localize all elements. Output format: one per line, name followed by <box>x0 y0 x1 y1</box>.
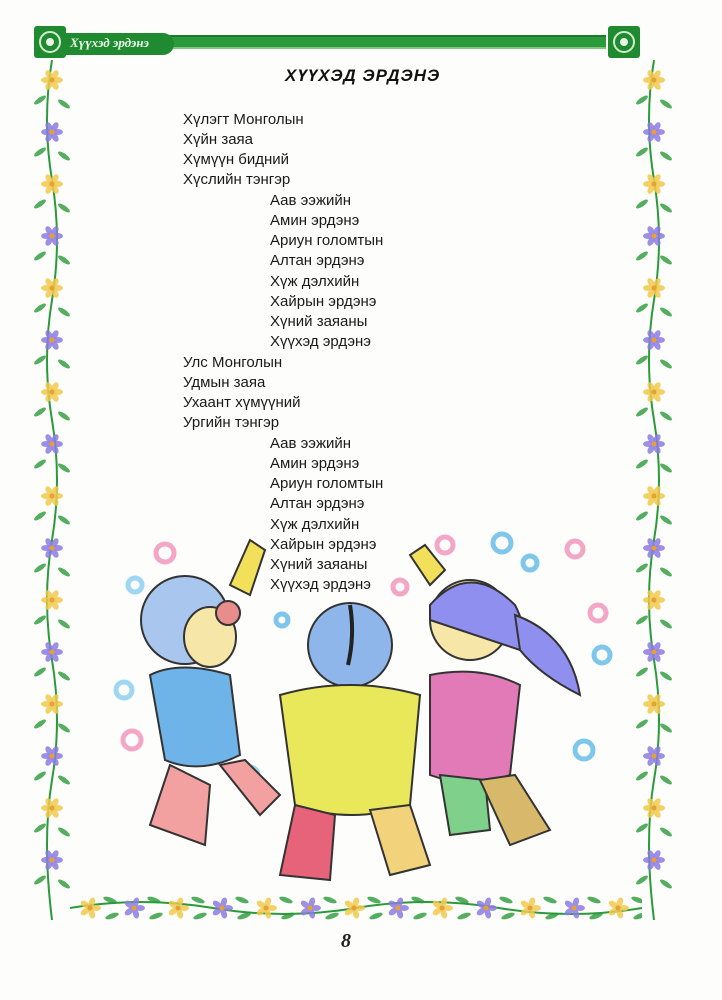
corner-ornament-right-icon <box>606 24 642 60</box>
poem-line: Ариун голомтын <box>270 475 384 492</box>
leaf-icon <box>57 774 71 786</box>
floral-border-right <box>630 60 678 920</box>
flower-icon <box>643 693 665 715</box>
leaf-icon <box>149 911 164 920</box>
leaf-icon <box>457 911 472 920</box>
poem-line: Алтан эрдэнэ <box>270 252 365 269</box>
leaf-icon <box>323 895 338 904</box>
leaf-icon <box>587 895 602 904</box>
leaf-icon <box>635 94 649 106</box>
poem-line: Хүмүүн бидний <box>183 151 290 168</box>
flower-icon <box>643 485 665 507</box>
leaf-icon <box>659 878 673 890</box>
running-title: Хүүхэд эрдэнэ <box>70 35 149 50</box>
leaf-icon <box>33 250 47 262</box>
leaf-icon <box>411 895 426 904</box>
leaf-icon <box>635 354 649 366</box>
poem-line: Ургийн тэнгэр <box>183 414 280 431</box>
flower-icon <box>41 381 63 403</box>
flower-icon <box>643 69 665 91</box>
leaf-icon <box>33 146 47 158</box>
leaf-icon <box>33 302 47 314</box>
leaf-icon <box>635 770 649 782</box>
leaf-icon <box>33 770 47 782</box>
leaf-icon <box>659 358 673 370</box>
leaf-icon <box>659 254 673 266</box>
flower-icon <box>643 329 665 351</box>
leaf-icon <box>33 718 47 730</box>
leaf-icon <box>367 895 382 904</box>
leaf-icon <box>659 202 673 214</box>
poem-line: Ариун голомтын <box>270 232 384 249</box>
page-number: 8 <box>341 930 351 952</box>
flower-icon <box>643 797 665 819</box>
poem-line: Хүүхэд эрдэнэ <box>270 333 371 350</box>
flower-icon <box>519 897 541 920</box>
corner-ornament-left-icon <box>32 24 68 60</box>
leaf-icon <box>659 826 673 838</box>
leaf-icon <box>635 198 649 210</box>
leaf-icon <box>635 562 649 574</box>
flower-icon <box>255 897 277 920</box>
flower-icon <box>475 897 497 920</box>
flower-icon <box>123 897 145 920</box>
leaf-icon <box>635 458 649 470</box>
poem-line: Аав ээжийн <box>270 192 352 209</box>
leaf-icon <box>33 94 47 106</box>
flower-icon <box>643 745 665 767</box>
leaf-icon <box>33 510 47 522</box>
poem-line: Хайрын эрдэнэ <box>270 293 377 310</box>
leaf-icon <box>57 98 71 110</box>
leaf-icon <box>57 514 71 526</box>
flower-icon <box>343 897 365 920</box>
flower-icon <box>41 485 63 507</box>
poem-line: Амин эрдэнэ <box>270 212 360 229</box>
leaf-icon <box>659 514 673 526</box>
flower-icon <box>167 897 189 920</box>
leaf-icon <box>57 358 71 370</box>
flower-icon <box>563 897 585 920</box>
flower-icon <box>41 849 63 871</box>
flower-icon <box>643 589 665 611</box>
flower-icon <box>41 745 63 767</box>
leaf-icon <box>33 666 47 678</box>
leaf-icon <box>635 822 649 834</box>
leaf-icon <box>635 146 649 158</box>
poem-line: Хайрын эрдэнэ <box>270 536 377 553</box>
flower-icon <box>41 329 63 351</box>
flower-icon <box>431 897 453 920</box>
leaf-icon <box>57 566 71 578</box>
leaf-icon <box>635 666 649 678</box>
floral-border-left <box>28 60 76 920</box>
flower-icon <box>643 121 665 143</box>
leaf-icon <box>57 670 71 682</box>
flower-icon <box>299 897 321 920</box>
leaf-icon <box>635 510 649 522</box>
leaf-icon <box>501 911 516 920</box>
poem-line: Хүслийн тэнгэр <box>183 171 291 188</box>
flower-icon <box>643 433 665 455</box>
leaf-icon <box>57 306 71 318</box>
flower-icon <box>41 693 63 715</box>
leaf-icon <box>413 911 428 920</box>
three-children-dancing-illustration <box>110 525 620 895</box>
leaf-icon <box>635 614 649 626</box>
leaf-icon <box>659 410 673 422</box>
leaf-icon <box>33 562 47 574</box>
flower-icon <box>643 381 665 403</box>
leaf-icon <box>659 722 673 734</box>
flower-icon <box>643 225 665 247</box>
leaf-icon <box>281 911 296 920</box>
leaf-icon <box>33 874 47 886</box>
flower-icon <box>387 897 409 920</box>
leaf-icon <box>57 462 71 474</box>
poem-line: Хүүхэд эрдэнэ <box>270 576 371 593</box>
leaf-icon <box>193 911 208 920</box>
poem-title: ХҮҮХЭД ЭРДЭНЭ <box>285 66 441 85</box>
leaf-icon <box>57 202 71 214</box>
poem-line: Хүж дэлхийн <box>270 273 360 290</box>
flower-icon <box>643 849 665 871</box>
leaf-icon <box>499 895 514 904</box>
leaf-icon <box>659 670 673 682</box>
leaf-icon <box>33 198 47 210</box>
leaf-icon <box>635 250 649 262</box>
flower-icon <box>41 121 63 143</box>
poem-line: Ухаант хүмүүний <box>183 394 301 411</box>
flower-icon <box>41 589 63 611</box>
poem-line: Хүний заяаны <box>270 556 368 573</box>
poem-line: Хүйн заяа <box>183 131 254 148</box>
leaf-icon <box>57 254 71 266</box>
leaf-icon <box>191 895 206 904</box>
leaf-icon <box>659 774 673 786</box>
leaf-icon <box>635 874 649 886</box>
flower-icon <box>41 225 63 247</box>
leaf-icon <box>659 462 673 474</box>
poem-line: Хүлэгт Монголын <box>183 111 304 128</box>
leaf-icon <box>57 410 71 422</box>
leaf-icon <box>33 406 47 418</box>
flower-icon <box>41 797 63 819</box>
poem-line: Улс Монголын <box>183 354 283 371</box>
leaf-icon <box>659 566 673 578</box>
leaf-icon <box>57 618 71 630</box>
leaf-icon <box>57 826 71 838</box>
leaf-icon <box>369 911 384 920</box>
leaf-icon <box>57 150 71 162</box>
poem-line: Аав ээжийн <box>270 435 352 452</box>
leaf-icon <box>33 822 47 834</box>
flower-icon <box>607 897 629 920</box>
poem-line: Хүний заяаны <box>270 313 368 330</box>
leaf-icon <box>33 354 47 366</box>
flower-icon <box>79 897 101 920</box>
leaf-icon <box>57 722 71 734</box>
leaf-icon <box>635 302 649 314</box>
leaf-icon <box>659 306 673 318</box>
leaf-icon <box>33 458 47 470</box>
leaf-icon <box>659 618 673 630</box>
poem-line: Амин эрдэнэ <box>270 455 360 472</box>
leaf-icon <box>105 911 120 920</box>
leaf-icon <box>631 895 642 904</box>
leaf-icon <box>659 98 673 110</box>
poem-line: Удмын заяа <box>183 374 266 391</box>
flower-icon <box>41 433 63 455</box>
leaf-icon <box>543 895 558 904</box>
leaf-icon <box>659 150 673 162</box>
leaf-icon <box>633 911 642 920</box>
leaf-icon <box>635 718 649 730</box>
flower-icon <box>41 69 63 91</box>
leaf-icon <box>635 406 649 418</box>
leaf-icon <box>33 614 47 626</box>
leaf-icon <box>235 895 250 904</box>
leaf-icon <box>279 895 294 904</box>
poem-line: Хүж дэлхийн <box>270 516 360 533</box>
poem-line: Алтан эрдэнэ <box>270 495 365 512</box>
